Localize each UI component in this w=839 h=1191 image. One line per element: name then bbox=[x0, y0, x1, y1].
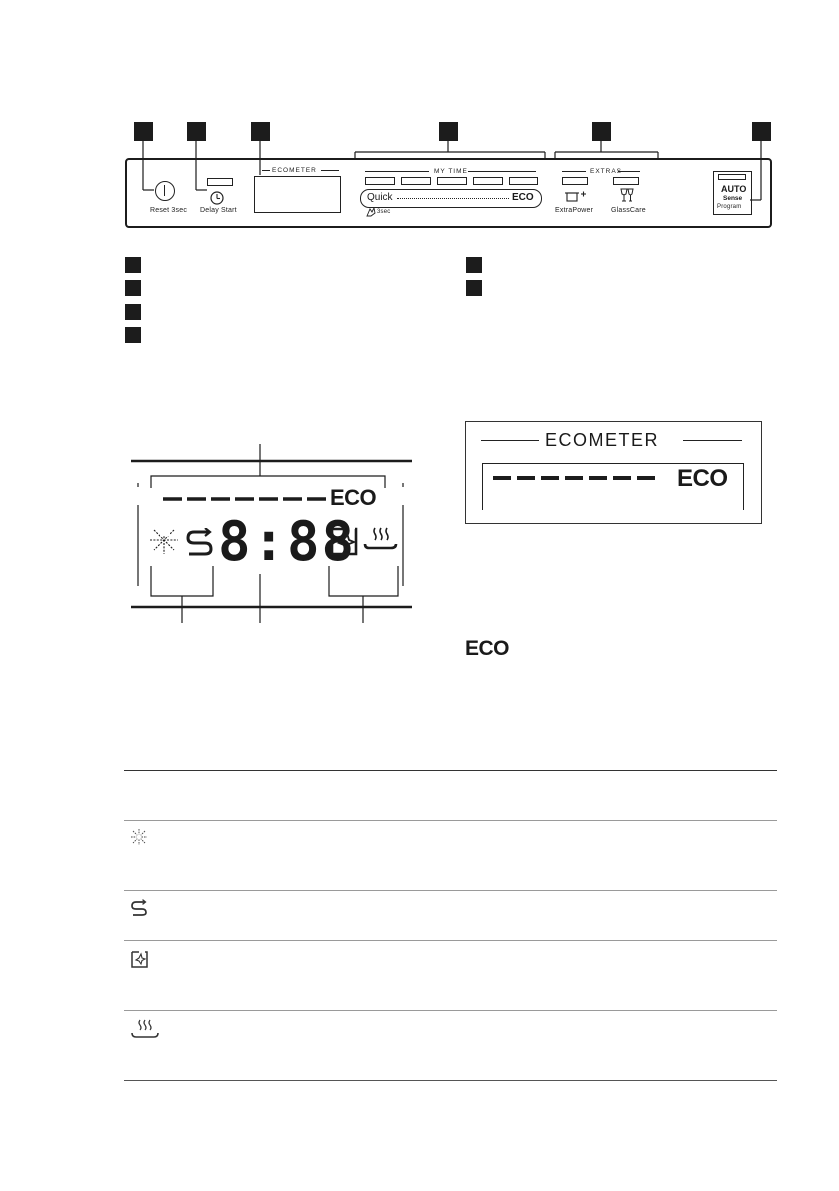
table-row-divider bbox=[124, 820, 777, 821]
delay-indicator bbox=[207, 178, 233, 186]
ecometer-title: ECOMETER bbox=[545, 430, 660, 450]
extrapower-indicator bbox=[562, 177, 588, 185]
regeneration-icon bbox=[130, 899, 148, 917]
extrapower-label: ExtraPower bbox=[555, 207, 594, 214]
divider bbox=[683, 440, 742, 441]
slider-eco-label: ECO bbox=[512, 192, 534, 203]
legend-marker-1 bbox=[125, 257, 141, 273]
panel-ecometer-label: ECOMETER bbox=[272, 167, 317, 174]
ecometer-eco-label: ECO bbox=[677, 465, 728, 492]
glass-icon[interactable] bbox=[619, 188, 635, 204]
divider bbox=[365, 171, 429, 172]
mytime-slot-3 bbox=[437, 177, 467, 185]
sec-label: 3sec bbox=[377, 209, 391, 215]
legend-marker-4 bbox=[125, 327, 141, 343]
eco-symbol: ECO bbox=[465, 637, 510, 660]
divider bbox=[321, 170, 339, 171]
auto-label: AUTO bbox=[721, 184, 747, 194]
program-label: Program bbox=[717, 204, 742, 210]
display-eco-label: ECO bbox=[330, 485, 377, 510]
sense-label: Sense bbox=[723, 195, 743, 202]
table-row-divider bbox=[124, 940, 777, 941]
glasscare-label: GlassCare bbox=[611, 207, 646, 214]
table-row-divider bbox=[124, 890, 777, 891]
rinse-aid-icon bbox=[329, 525, 359, 557]
mytime-slot-1 bbox=[365, 177, 395, 185]
delay-start-button[interactable]: Delay Start bbox=[200, 207, 237, 214]
mytime-slot-5 bbox=[509, 177, 538, 185]
table-bottom-rule bbox=[124, 1080, 777, 1081]
legend-marker-3 bbox=[125, 304, 141, 320]
rinse-aid-icon bbox=[130, 949, 149, 969]
drying-icon bbox=[130, 1019, 160, 1043]
reset-button[interactable] bbox=[155, 181, 175, 201]
mytime-slot-2 bbox=[401, 177, 431, 185]
legend-marker-5 bbox=[466, 257, 482, 273]
table-row-divider bbox=[124, 1010, 777, 1011]
mytime-slot-4 bbox=[473, 177, 503, 185]
regeneration-icon bbox=[185, 528, 213, 558]
divider bbox=[562, 171, 586, 172]
auto-indicator bbox=[718, 174, 746, 180]
divider bbox=[468, 171, 536, 172]
time-readout: 8:88 bbox=[218, 510, 357, 573]
glasscare-indicator bbox=[613, 177, 639, 185]
legend-marker-6 bbox=[466, 280, 482, 296]
ambient-light-icon bbox=[130, 828, 148, 846]
divider bbox=[481, 440, 539, 441]
power-icon bbox=[164, 185, 165, 196]
hand-icon bbox=[366, 207, 376, 217]
clock-icon[interactable] bbox=[209, 190, 225, 206]
mytime-label: MY TIME bbox=[434, 168, 468, 175]
ecometer-window bbox=[254, 176, 341, 213]
divider bbox=[618, 171, 640, 172]
divider bbox=[262, 170, 270, 171]
table-top-rule bbox=[124, 770, 777, 771]
quick-label: Quick bbox=[367, 192, 393, 203]
legend-marker-2 bbox=[125, 280, 141, 296]
drying-icon bbox=[363, 526, 399, 554]
reset-label: Reset 3sec bbox=[150, 207, 188, 214]
extras-label: EXTRAS bbox=[590, 168, 623, 175]
slider-track bbox=[397, 198, 509, 199]
ecometer-bars bbox=[490, 472, 675, 484]
ambient-light-icon bbox=[160, 526, 170, 536]
pot-icon[interactable] bbox=[565, 189, 587, 203]
